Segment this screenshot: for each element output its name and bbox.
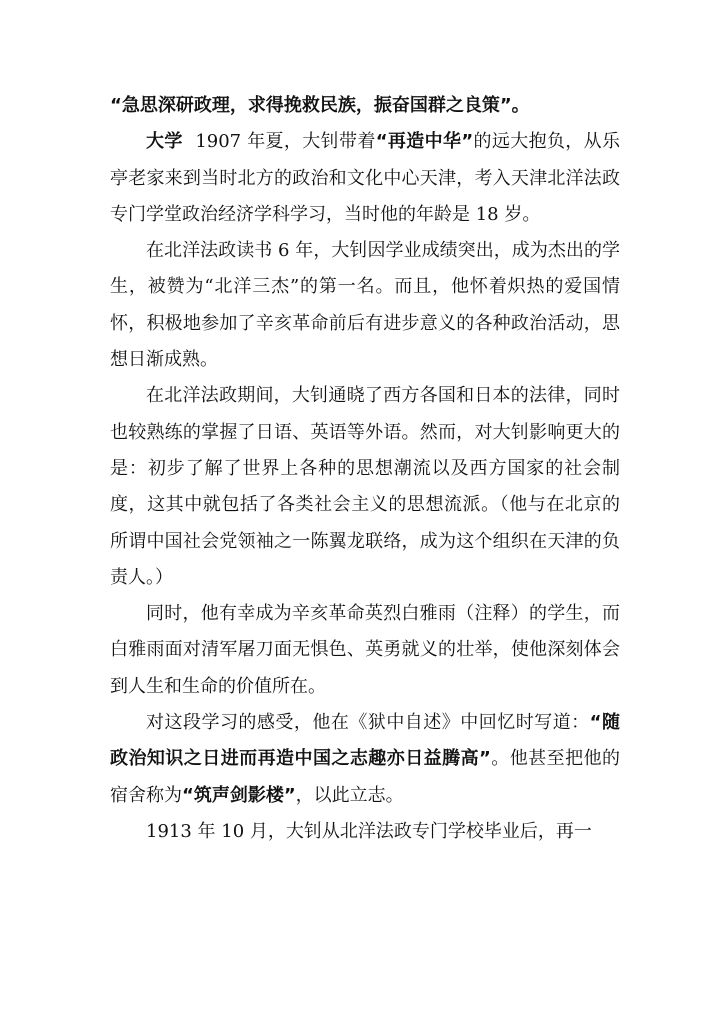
paragraph-opening-quote <box>110 88 620 124</box>
document-page <box>110 88 620 850</box>
paragraph-graduation <box>110 814 620 850</box>
paragraph-text: 对这段学习的感受，他在《狱中自述》中回忆时写道： <box>146 712 590 734</box>
paragraph-reflection <box>110 705 620 814</box>
section-label-university: 大学 <box>146 131 183 153</box>
paragraph-text: 1907 年夏，大钊带着 <box>195 131 376 153</box>
paragraph-university <box>110 124 620 233</box>
paragraph-text: 的远大抱负，从乐亭老家来到当时北方的政治和文化中心天津，考入天津北洋法政专门学堂政治经济学科学习，当时他的年龄是 18 岁。 <box>110 131 621 225</box>
paragraph-text: 在北洋法政期间，大钊通晓了西方各国和日本的法律，同时也较熟练的掌握了日语、英语等外语。然而，对大钊影响更大的是：初步了解了世界上各种的思想潮流以及西方国家的社会制度，这其中就包括了各类社会主义的思想流派。（他与在北京的所谓中国社会党领袖之一陈翼龙联络，成为这个组织在天津的负责人。） <box>110 385 620 588</box>
quote-dormitory-name: “筑声剑影楼” <box>182 784 296 806</box>
quote-rebuild-china: “再造中华” <box>375 131 474 153</box>
paragraph-study-years <box>110 233 620 378</box>
paragraph-law-study <box>110 378 620 596</box>
quote-strategy: “急思深研政理，求得挽救民族，振奋国群之良策”。 <box>110 95 530 116</box>
paragraph-text: 同时，他有幸成为辛亥革命英烈白雅雨（注释）的学生，而白雅雨面对清军屠刀面无惧色、英勇就义的壮举，使他深刻体会到人生和生命的价值所在。 <box>110 603 620 697</box>
paragraph-text: ，以此立志。 <box>295 784 404 806</box>
paragraph-text: 1913 年 10 月，大钊从北洋法政专门学校毕业后，再一 <box>146 820 592 842</box>
paragraph-text: 。他甚至把他的宿舍称为 <box>110 748 621 806</box>
quote-political-knowledge: “随政治知识之日进而再造中国之志趣亦日益腾高” <box>110 712 620 770</box>
paragraph-teacher <box>110 596 620 705</box>
paragraph-text: 在北洋法政读书 6 年，大钊因学业成绩突出，成为杰出的学生，被赞为“北洋三杰”的第一名。而且，他怀着炽热的爱国情怀，积极地参加了辛亥革命前后有进步意义的各种政治活动，思想日渐成熟。 <box>110 240 620 371</box>
